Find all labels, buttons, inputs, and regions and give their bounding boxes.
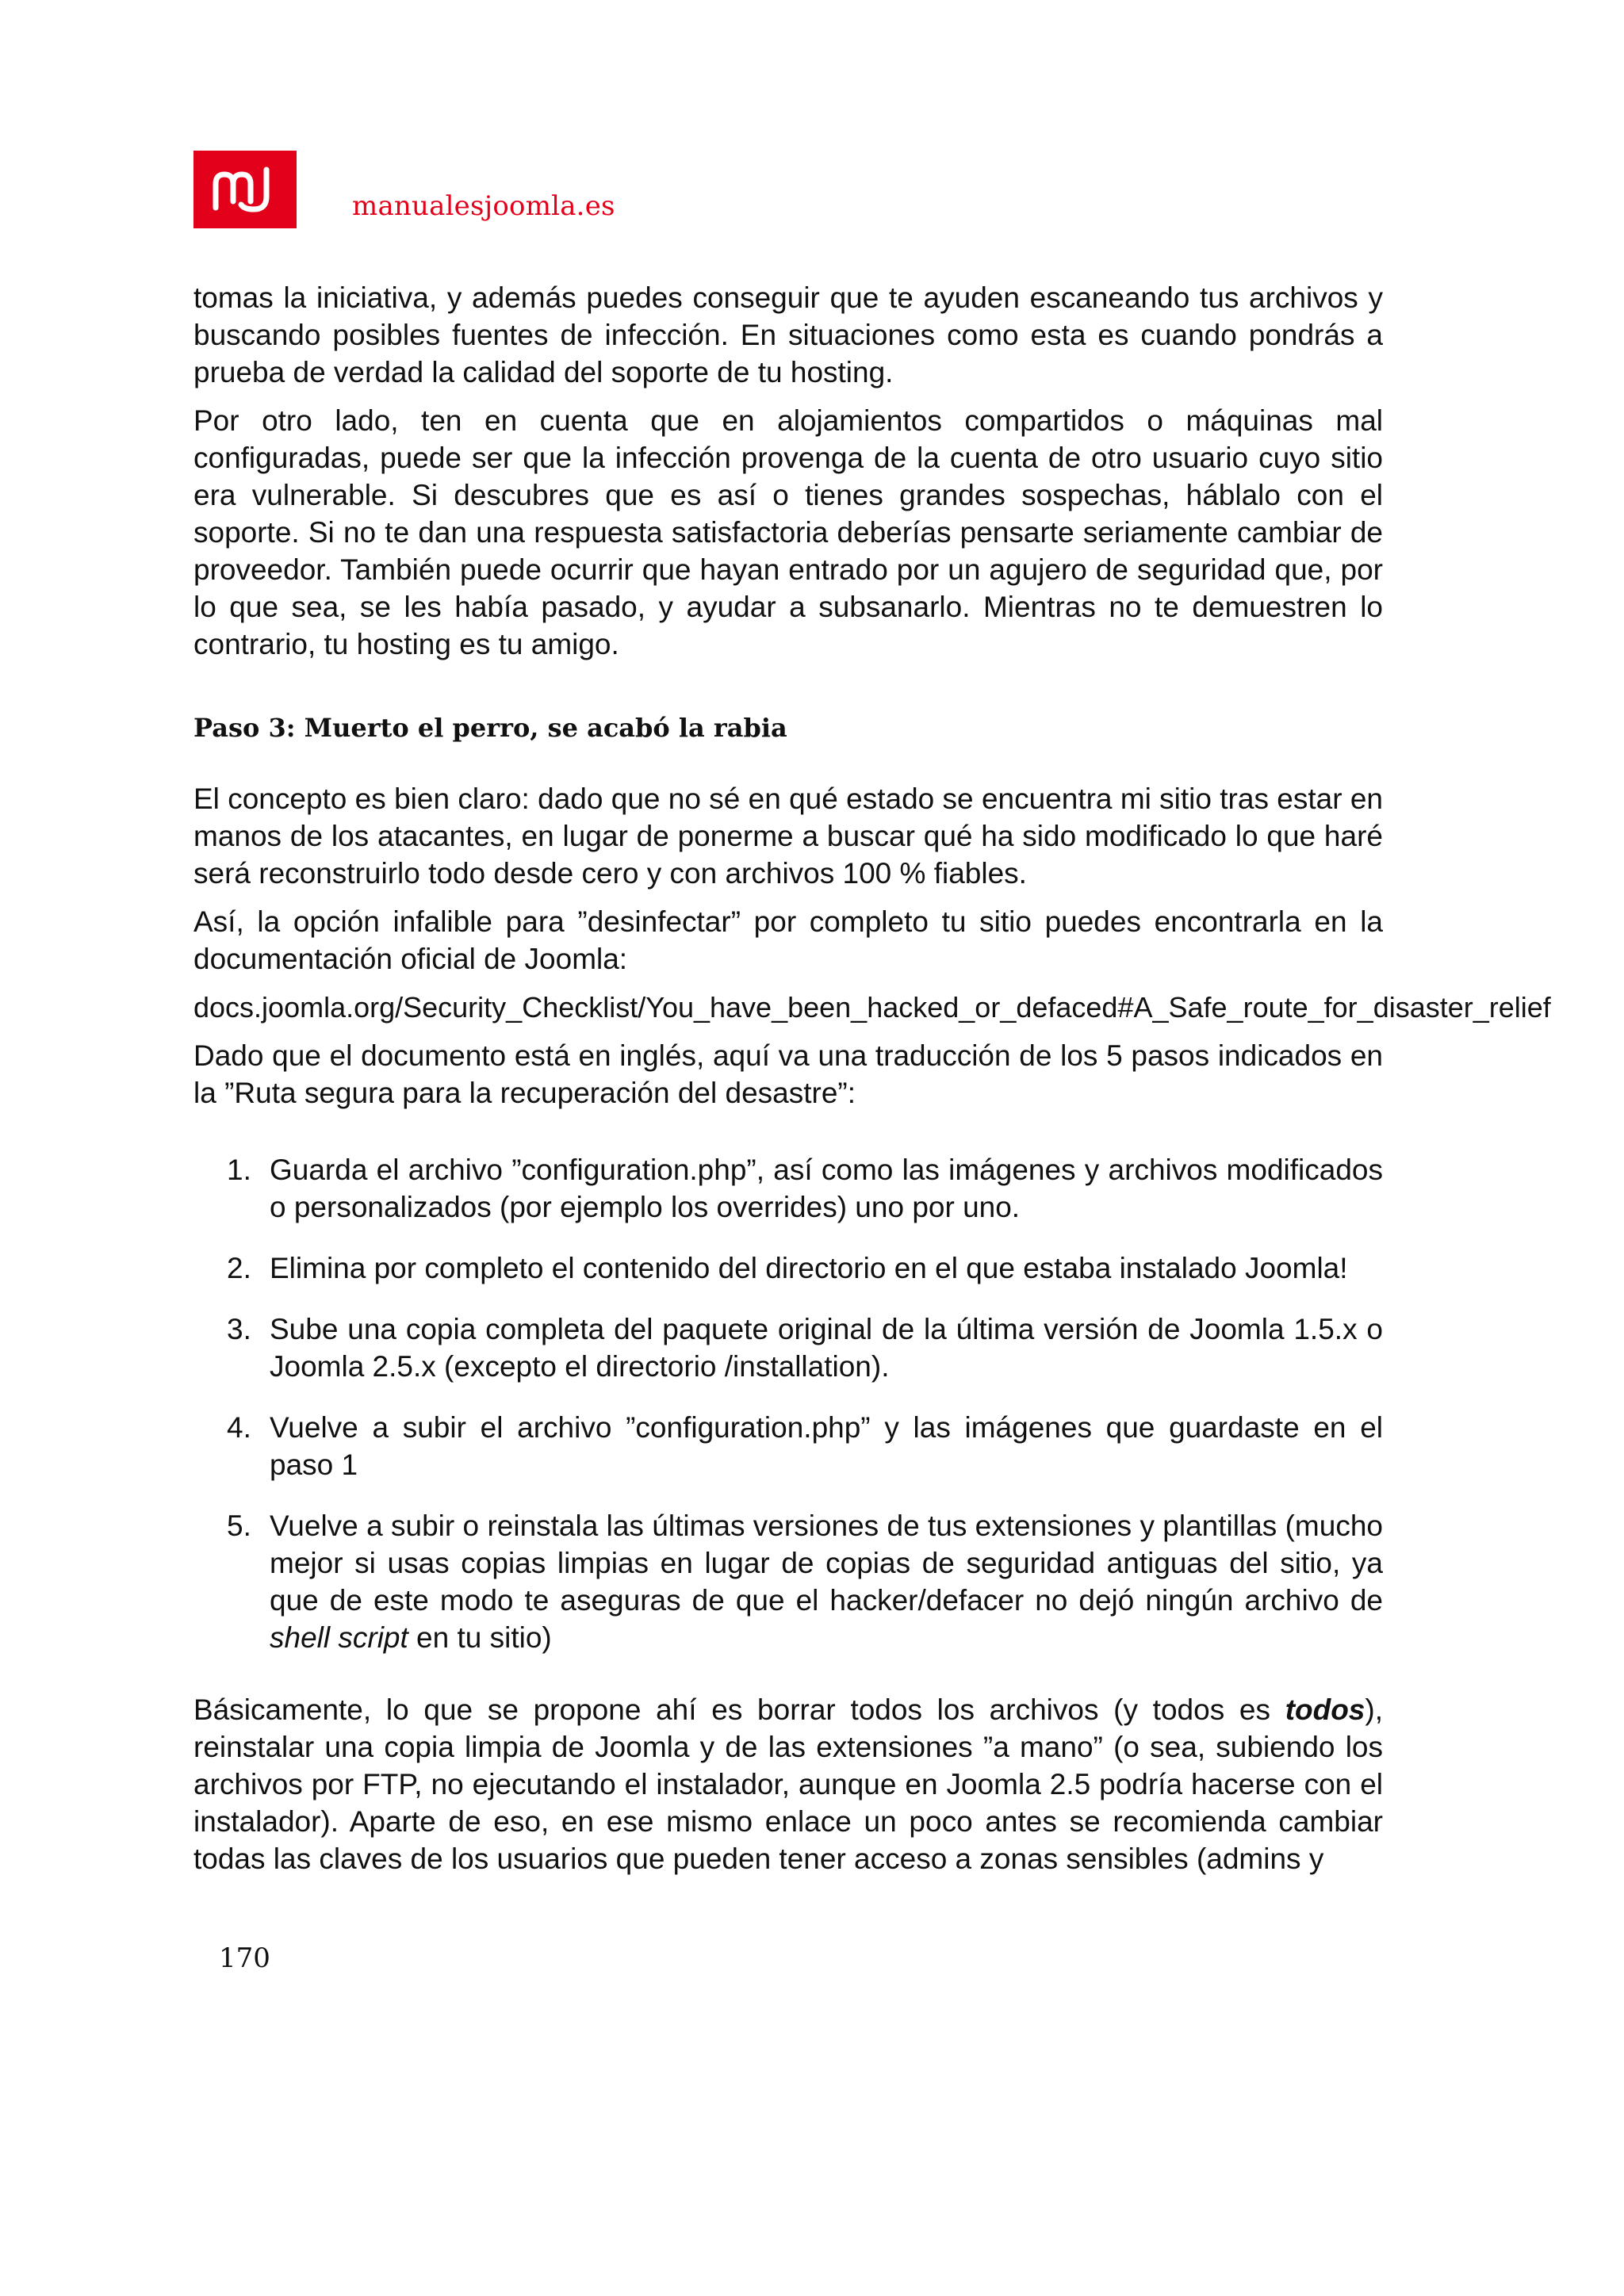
list-item [193,1151,1383,1226]
reference-url: docs.joomla.org/Security_Checklist/You_have_been_hacked_or_defaced#A_Safe_route_for_disaster_relief [193,991,1551,1024]
page-number: 170 [219,1942,270,1974]
closing-text-before: Básicamente, lo que se propone ahí es borrar todos los archivos (y todos es [193,1693,1285,1726]
list-item-text: Sube una copia completa del paquete original de la última versión de Joomla 1.5.x o Joomla 2.5.x (excepto el directorio /installation). [270,1313,1383,1383]
list-item-text: Elimina por completo el contenido del directorio en el que estaba instalado Joomla! [270,1252,1348,1284]
list-item [193,1249,1383,1287]
page-content [193,279,1551,1888]
list-item-text-tail: en tu sitio) [408,1621,552,1654]
list-item [193,1409,1383,1483]
site-name: manualesjoomla.es [352,190,615,222]
paragraph: Dado que el documento está en inglés, aquí va una traducción de los 5 pasos indicados en la ”Ruta segura para la recuperación del desastre”: [193,1039,1383,1109]
list-item-emphasis: shell script [270,1621,408,1654]
list-item [193,1507,1383,1656]
list-item-number: 1. [227,1154,251,1186]
list-item-number: 4. [227,1411,251,1444]
list-item [193,1311,1383,1385]
closing-text-after: ), reinstalar una copia limpia de Joomla y de las extensiones ”a mano” (o sea, subiendo los archivos por FTP, no ejecutando el instalador, aunque en Joomla 2.5 podría hacerse con el instalador). Aparte de eso, en ese mismo enlace un poco antes se recomienda cambiar todas las claves de los usuarios que pueden tener acceso a zonas sensibles (admins y [193,1693,1383,1875]
mj-logo-icon [193,151,297,228]
closing-paragraph [193,1691,1383,1877]
list-item-number: 5. [227,1510,251,1542]
section-heading: Paso 3: Muerto el perro, se acabó la rabia [193,713,787,743]
paragraph: El concepto es bien claro: dado que no sé en qué estado se encuentra mi sitio tras estar en manos de los atacantes, en lugar de ponerme a buscar qué ha sido modificado lo que haré será reconstruirlo todo desde cero y con archivos 100 % fiables. [193,783,1383,890]
list-item-number: 3. [227,1313,251,1345]
list-item-text: Vuelve a subir o reinstala las últimas versiones de tus extensiones y plantillas (mucho mejor si usas copias limpias en lugar de copias de seguridad antiguas del sitio, ya que de este modo te aseguras de que el hacker/defacer no dejó ningún archivo de [270,1510,1383,1617]
page-header [193,151,1383,230]
list-item-text: Guarda el archivo ”configuration.php”, así como las imágenes y archivos modificados o personalizados (por ejemplo los overrides) uno por uno. [270,1154,1383,1223]
list-item-text: Vuelve a subir el archivo ”configuration.php” y las imágenes que guardaste en el paso 1 [270,1411,1383,1481]
paragraph: Así, la opción infalible para ”desinfectar” por completo tu sitio puedes encontrarla en la documentación oficial de Joomla: [193,905,1383,975]
steps-list [193,1151,1383,1656]
paragraph: Por otro lado, ten en cuenta que en alojamientos compartidos o máquinas mal configuradas, puede ser que la infección provenga de la cuenta de otro usuario cuyo sitio era vulnerable. Si descubres que es así o tienes grandes sospechas, háblalo con el soporte. Si no te dan una respuesta satisfactoria deberías pensarte seriamente cambiar de proveedor. También puede ocurrir que hayan entrado por un agujero de seguridad que, por lo que sea, se les había pasado, y ayudar a subsanarlo. Mientras no te demuestren lo contrario, tu hosting es tu amigo. [193,404,1383,660]
list-item-number: 2. [227,1252,251,1284]
closing-emphasis: todos [1285,1693,1365,1726]
paragraph: tomas la iniciativa, y además puedes conseguir que te ayuden escaneando tus archivos y buscando posibles fuentes de infección. En situaciones como esta es cuando pondrás a prueba de verdad la calidad del soporte de tu hosting. [193,281,1383,388]
